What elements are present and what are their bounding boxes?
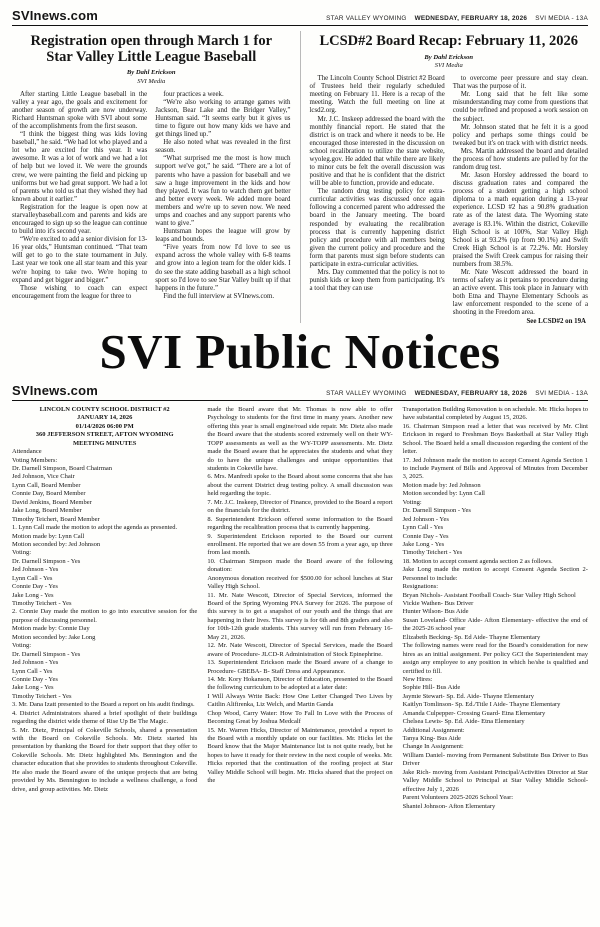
dateline-date: WEDNESDAY, FEBRUARY 18, 2026 xyxy=(414,389,528,397)
article-little-league xyxy=(12,31,291,323)
article-column-1: After starting Little League baseball in the valley a year ago, the goals and excitement for another season of growth are now underway. Richard Huntsman spoke with SVI about some of the accomplishments from the first season. “I think the biggest thing was kids loving baseball,” he said. “We had lot who played and a lot who are excited for this year. It was awesome. It was a lot of work and we had a lot of help but we loved it. We were the grounds crew, we were painting the field and picking up uniforms but we had great support. We had a lot of parents who told us that they wished they had known about it earlier.” Registration for the league is open now at starvalleybaseball.com and parents and kids are encouraged to sign up so the league can continue to build into it's second year. “We're excited to add a senior division for 13-16 year olds,” Huntsman continued. “That team will get to go to the state tournament in July. Last year we took one all star team and this year we're hoping to take two. We're hoping to expand and get bigger and bigger.” Those wishing to coach can expect encouragement from the league for three to xyxy=(12,90,148,300)
article-columns xyxy=(12,91,291,301)
byline xyxy=(310,54,589,70)
notice-header: LINCOLN COUNTY SCHOOL DISTRICT #2 JANUARY 14, 2026 01/14/2026 06:00 PM 360 JEFFERSON STREET, AFTON WYOMING MEETING MINUTES xyxy=(35,405,174,447)
article-title: LCSD#2 Board Recap: February 11, 2026 xyxy=(319,33,579,49)
dateline-date: WEDNESDAY, FEBRUARY 18, 2026 xyxy=(414,15,528,22)
masthead-rule xyxy=(12,400,588,401)
article-lcsd2-recap xyxy=(310,31,589,323)
masthead-bottom xyxy=(12,383,588,398)
notices-column-2: made the Board aware that Mr. Thomas is now able to offer Psychology to students for the first time in many years. Another new offering this year is small engine/road side repair. Mr. Dietz also made the Board aware that the students scored extremely well on their WY-TOPP assessments as well as the WY-TOPP assessments. Mr. Dietz made the Board aware that he appreciates the students and what they do to have the unique challenges and unique opportunities that students in Cokeville have. 6. Mrs. Manfredi spoke to the Board about some concerns that she has about the current District drug testing policy. A small discussion was held regarding the topic. 7. Mr. J.C. Inskeep, Director of Finance, provided to the Board a report on the financials for the district. 8. Superintendent Erickson offered some information to the Board regarding the recalibration process that is currently happening. 9. Superintendent Erickson reported to the Board our current enrollment. He reported that we are down 55 from a year ago, up three from last month. 10. Chairman Simpson made the Board aware of the following donation: Anonymous donation received for $500.00 for school lunches at Star Valley High School. 11. Mr. Nate Wescott, Director of Special Services, informed the Board of the Spring Wyoming PNA Survey for 2026. The purpose of this survey is to get a snapshot of our youth and the things that are happening in their lives. This survey is for 6th and 8th graders and also for 10th-12th grade students. This survey will run from February 16-May 21, 2026. 12. Mr. Nate Wescott, Director of Special Services, made the Board aware of Procedure- JLCD-R Administration of Stock Epinephrine. 13. Superintendent Erickson made the Board aware of a change to Procedure- GBEBA- B- Staff Dress and Appearance. 14. Mr. Kory Hokanson, Director of Education, presented to the Board the following curriculum to be adopted at a later date: I Will Always Write Back: How One Letter Changed Two Lives by Caitlin Alifirenka, Liz Welch, and Martin Ganda Chop Wood, Carry Water: How To Fall In Love with the Process of Becoming Great by Joshua Medcalf 15. Mr. Warren Hicks, Director of Maintenance, provided a report to the Board with a monthly update on our facilities. Mr. Hicks let the Board know that the Major Maintenance list is not quite ready, but he hopes to have it ready for their review in the next couple of weeks. Mr. Hicks reported that the continuation of the roofing project at Star Valley Middle School will begin. Mr. Hicks shared that the project on the xyxy=(207,405,393,785)
byline-org: SVI Media xyxy=(434,61,463,69)
article-divider xyxy=(300,31,301,323)
notice-body-1: Attendance Voting Members: Dr. Darnell Simpson, Board Chairman Jed Johnson, Vice Chair Lynn Call, Board Member Connie Day, Board Member David Jenkins, Board Member Jake Long, Board Member Timothy Teichert, Board Member 1. Lynn Call made the motion to adopt the agenda as presented. Motion made by: Lynn Call Motion seconded by: Jed Johnson Voting: Dr. Darnell Simpson - Yes Jed Johnson - Yes Lynn Call - Yes Connie Day - Yes Jake Long - Yes Timothy Teichert - Yes 2. Connie Day made the motion to go into executive session for the purpose of discussing personnel. Motion made by: Connie Day Motion seconded by: Jake Long Voting: Dr. Darnell Simpson - Yes Jed Johnson - Yes Lynn Call - Yes Connie Day - Yes Jake Long - Yes Timothy Teichert - Yes 3. Mr. Dana Izatt presented to the Board a report on his audit findings. 4. District Administrators shared a brief spotlight of their buildings regarding the district wide theme of Rise Up Be The Magic. 5. Mr. Dietz, Principal of Cokeville Schools, shared a presentation with the Board on Cokeville Schools. Mr. Dietz started his presentation by thanking the Board for their support that they offer to Cokeville Schools. Mr. Dietz highlighted Ms. Bennington and the character education that she provides to students throughout Cokeville. He also made the Board aware of the unique projects that are being provided by Ms. Bennington to include a wellness challenge, a food drive, and group activities. Mr. Dietz xyxy=(12,448,198,793)
article-columns xyxy=(310,75,589,323)
top-articles-section xyxy=(12,31,588,323)
article-column-1: The Lincoln County School District #2 Board of Trustees held their regularly scheduled meeting on February 11. Here is a recap of the meeting. Watch the full meeting on line at lcsd2.org. Mr. J.C. Inskeep addressed the board with the monthly financial report. He stated that the district is on track and where it needs to be. He encouraged those interested in the discussion on school recalibration to utilize the state website, wyoleg.gov. He added that while there are likely to minor cuts be felt the overall discussion was positive and that he is confident that the district will be able to function, provide and educate. The random drug testing policy for extra-curricular activities was discussed once again following a concerned parent who addressed the board in the January meeting. The board responded by evaluating the recalibration process that is currently happening district policy and procedure with all members being given the current policy and procedure and the form that parents must sign before students can participate in extra-curricular activities. Mrs. Day commented that the policy is not to punish kids or keep them from participating. It's a tool that they can use xyxy=(309,75,445,293)
dateline-edition: SVI MEDIA - 13A xyxy=(535,389,588,397)
masthead-rule xyxy=(12,25,588,26)
masthead-info xyxy=(320,15,588,22)
dateline-location: STAR VALLEY WYOMING xyxy=(326,15,407,22)
dateline-edition: SVI MEDIA - 13A xyxy=(535,15,588,22)
notices-column-1 xyxy=(12,406,197,874)
article-column-2 xyxy=(453,75,588,323)
byline xyxy=(12,69,291,85)
byline-author: By Dahl Erickson xyxy=(424,53,474,61)
masthead-top xyxy=(12,8,588,23)
article-column-2-text: to overcome peer pressure and stay clean. That was the purpose of it. Mr. Long said that he felt like some misunderstanding may come from questions that could be refined and proposed a work session on the subject. Mr. Johnson stated that he felt it is a good policy and perhaps some things could be tweaked but it's on track with with district needs. Mrs. Martin addressed the board and detailed the process of how students are pulled by for the random drug test. Mr. Jason Horsley addressed the board to discuss graduation rates and compared the process of a student getting a high school diploma to a math equation during a 13-year experience. LCSD #2 has a 90.8% graduation rate as of the latest data. The Wyoming state average is 83.1%. Within the district, Cokeville High School is at 100%, Star Valley High School is at 93.2% (up from 90.1%) and Swift Creek High School is at 72.2%. Mr. Horsley praised the Swift Creek campus for raising their numbers from 38.5%. Mr. Nate Wescott addressed the board in terms of safety as it pertains to procedure during an active event. This took place in January with both Etna and Thayne Elementary Schools as law enforcement responded to the scene of a shooting in the Freedom area. xyxy=(452,75,588,317)
byline-author: By Dahl Erickson xyxy=(126,69,176,77)
site-logo: SVInews.com xyxy=(12,382,99,398)
dateline-location: STAR VALLEY WYOMING xyxy=(326,389,407,397)
notices-column-3: Transportation Building Renovation is on schedule. Mr. Hicks hopes to have substantial completed by August 15, 2026. 16. Chairman Simpson read a letter that was received by Mr. Clint Erickson in regard to Freshman Boys Basketball at Star Valley High School. The Board held a small discussion regarding the content of the letter. 17. Jed Johnson made the motion to accept Consent Agenda Section 1 to include Payment of Bills and Approval of Minutes from December 3, 2025. Motion made by: Jed Johnson Motion seconded by: Lynn Call Voting: Dr. Darnell Simpson - Yes Jed Johnson - Yes Lynn Call - Yes Connie Day - Yes Jake Long - Yes Timothy Teichert - Yes 18. Motion to accept consent agenda section 2 as follows. Jake Long made the motion to accept Consent Agenda Section 2- Personnel to include: Resignations: Bryan Nichols- Assistant Football Coach- Star Valley High School Vickie Wathen- Bus Driver Hunter Wilson- Bus Aide Susan Loveland- Office Aide- Afton Elementary- effective the end of the 2025-26 school year Elizabeth Becking- Sp. Ed Aide- Thayne Elementary The following names were read for the Board's consideration for new hires as an initial assignment. Per policy GCI the Superintendent may assign any employee to any position in which he/she is qualified and certified to fill. New Hires: Sophie Hill- Bus Aide Jaymie Stewart- Sp. Ed. Aide- Thayne Elementary Kaitlyn Tomlinson- Sp. Ed./Title I Aide- Thayne Elementary Amanda Culpepper- Crossing Guard- Etna Elementary Chelsea Lewis- Sp. Ed. Aide- Etna Elementary Additional Assignment: Tanya King- Bus Aide Change In Assignment: William Daniel- moving from Permanent Substitute Bus Driver to Bus Driver Jake Rich- moving from Assistant Principal/Activities Director at Star Valley Middle School to Principal at Star Valley Middle School- effective July 1, 2026 Parent Volunteers 2025-2026 School Year: Shantel Johnson- Afton Elementary xyxy=(402,405,588,810)
site-logo: SVInews.com xyxy=(12,8,99,23)
public-notices-banner: SVI Public Notices xyxy=(99,324,501,379)
byline-org: SVI Media xyxy=(137,77,166,85)
continued-note: See LCSD#2 on 19A xyxy=(526,318,586,323)
masthead-info xyxy=(320,390,588,397)
article-column-2: four practices a week. “We're also working to arrange games with Jackson, Bear Lake and the Bridger Valley,” Huntsman said. “It seems early but it gives us time to figure out how many kids we have and get things lined up.” He also noted what was revealed in the first season. “What surprised me the most is how much support we've got,” he said. “There are a lot of parents who have a passion for baseball and we saw a huge improvement in the kids and how they played. It was fun to watch them get better and better every week. We added more board members and we're up to seven now. We need umps and coaches and any support parents who want to give.” Huntsman hopes the league will grow by leaps and bounds. “Five years from now I'd love to see us expand across the whole valley with 6-8 teams and grow into a legion team for the older kids. I do see the state adding baseball as a high school sport so I'd love to see Star Valley built up if that happens in the future.” Find the full interview at SVInews.com. xyxy=(155,90,291,300)
article-title: Registration open through March 1 for Star Valley Little League Baseball xyxy=(30,33,273,65)
public-notices-section xyxy=(12,406,588,874)
